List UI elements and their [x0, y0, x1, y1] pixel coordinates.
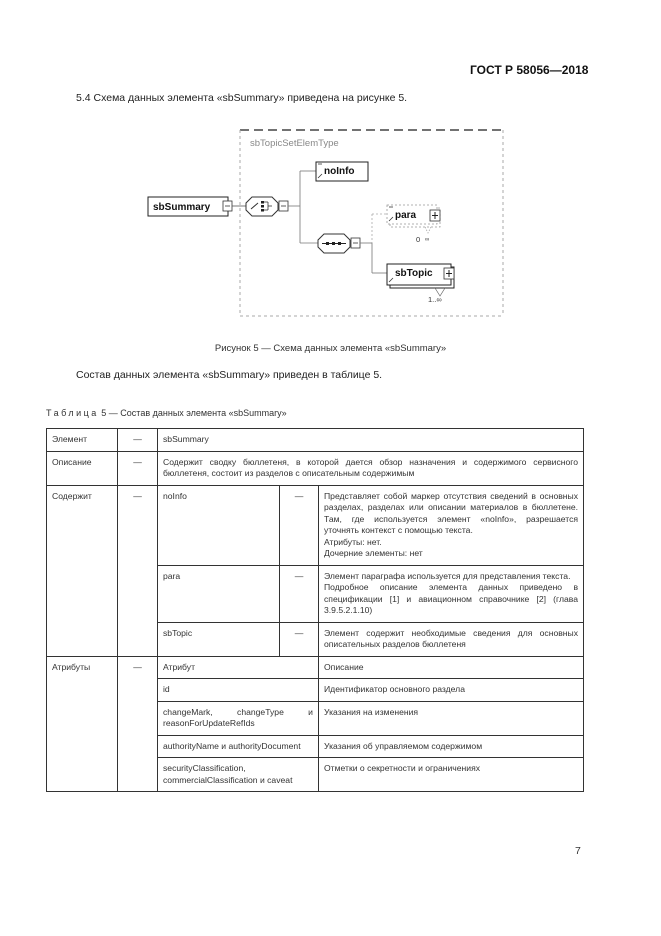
attr-description: Указания об управляемом содержимом: [319, 735, 584, 758]
row-label: Описание: [47, 451, 118, 485]
figure-caption: Рисунок 5 — Схема данных элемента «sbSummary»: [214, 343, 447, 354]
noinfo-element-node: [316, 162, 368, 181]
attr-description: Идентификатор основного раздела: [319, 679, 584, 702]
attr-name: changeMark, changeType и reasonForUpdateRefIds: [158, 701, 319, 735]
dash: —: [118, 485, 158, 656]
dash: —: [118, 429, 158, 452]
standard-number: ГОСТ Р 58056—2018: [470, 63, 589, 77]
dash: —: [280, 565, 319, 622]
child-description: Представляет собой маркер отсутствия сведений в основных разделах, разделах или описании материалов в бюллетене. Там, где используется элемент «noInfo», разрешается уточнять контекст с помощью текста. Атрибуты: нет. Дочерние элементы: нет: [319, 485, 584, 565]
child-name: para: [158, 565, 280, 622]
dash: —: [280, 622, 319, 656]
table-row: [47, 656, 584, 679]
svg-text:noInfo: noInfo: [324, 166, 355, 177]
composition-table: [46, 428, 584, 792]
choice-compositor-icon: [246, 197, 278, 216]
section-text: 5.4 Схема данных элемента «sbSummary» приведена на рисунке 5.: [76, 92, 408, 104]
row-label: Элемент: [47, 429, 118, 452]
svg-text:para: para: [395, 210, 417, 221]
attr-description: Указания на изменения: [319, 701, 584, 735]
attr-header: Атрибут: [158, 656, 319, 679]
attr-name: id: [158, 679, 319, 702]
dash: —: [280, 485, 319, 565]
dash: —: [118, 656, 158, 792]
row-label: Содержит: [47, 485, 118, 656]
svg-text:0: 0: [416, 235, 421, 244]
attr-name: securityClassification, commercialClassification и caveat: [158, 758, 319, 792]
desc-header: Описание: [319, 656, 584, 679]
schema-diagram: [0, 0, 661, 340]
child-name: noInfo: [158, 485, 280, 565]
svg-text:sbTopic: sbTopic: [395, 268, 433, 279]
table-row: [47, 429, 584, 452]
table-row: [47, 485, 584, 565]
element-value: sbSummary: [158, 429, 584, 452]
svg-text:∞: ∞: [425, 237, 430, 243]
svg-text:sbSummary: sbSummary: [153, 202, 211, 213]
root-element-node: [148, 197, 228, 216]
table-title: Таблица 5 — Состав данных элемента «sbSummary»: [46, 408, 287, 418]
page-number: 7: [575, 845, 581, 857]
child-name: sbTopic: [158, 622, 280, 656]
type-label: sbTopicSetElemType: [250, 138, 339, 149]
body-text: Состав данных элемента «sbSummary» приведен в таблице 5.: [76, 369, 383, 381]
sequence-compositor-icon: [318, 234, 350, 253]
attr-description: Отметки о секретности и ограничениях: [319, 758, 584, 792]
svg-text:1..∞: 1..∞: [428, 295, 442, 304]
attr-name: authorityName и authorityDocument: [158, 735, 319, 758]
description-value: Содержит сводку бюллетеня, в которой дается обзор назначения и содержимого сервисного бюллетеня, состоит из разделов с описательным содержимым: [158, 451, 584, 485]
child-description: Элемент параграфа используется для представления текста. Подробное описание элемента данных приведено в спецификации [1] и авиационном справочнике [2] (глава 3.9.5.2.1.10): [319, 565, 584, 622]
row-label: Атрибуты: [47, 656, 118, 792]
table-row: [47, 451, 584, 485]
dash: —: [118, 451, 158, 485]
child-description: Элемент содержит необходимые сведения для основных описательных разделов бюллетеня: [319, 622, 584, 656]
